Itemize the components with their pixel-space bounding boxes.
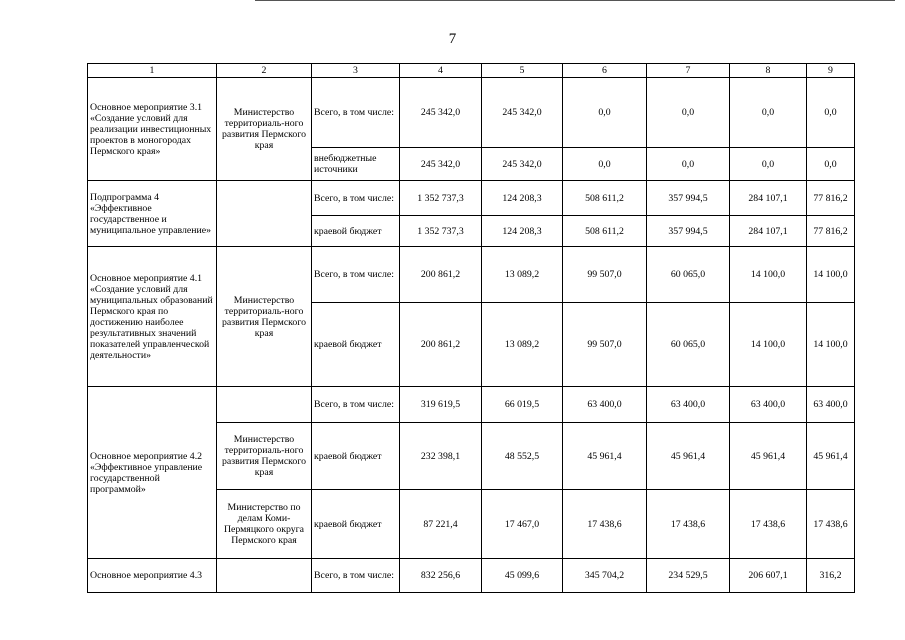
header-cell: 6 <box>563 64 647 78</box>
value-cell: 0,0 <box>730 148 807 181</box>
value-cell: 45 961,4 <box>807 423 855 490</box>
value-cell: 316,2 <box>807 559 855 593</box>
funding-source-cell: Всего, в том числе: <box>312 247 400 303</box>
value-cell: 284 107,1 <box>730 181 807 216</box>
top-border-line <box>255 0 895 1</box>
value-cell: 13 089,2 <box>482 247 563 303</box>
value-cell: 48 552,5 <box>482 423 563 490</box>
value-cell: 17 438,6 <box>563 490 647 559</box>
value-cell: 77 816,2 <box>807 216 855 247</box>
header-cell: 5 <box>482 64 563 78</box>
executor-cell: Министерство по делам Коми-Пермяцкого округа Пермского края <box>217 490 312 559</box>
table-row <box>88 559 855 593</box>
value-cell: 0,0 <box>563 148 647 181</box>
value-cell: 0,0 <box>807 148 855 181</box>
value-cell: 13 089,2 <box>482 303 563 387</box>
value-cell: 63 400,0 <box>807 387 855 423</box>
value-cell: 17 438,6 <box>807 490 855 559</box>
funding-source-cell: краевой бюджет <box>312 303 400 387</box>
value-cell: 245 342,0 <box>400 78 482 148</box>
value-cell: 0,0 <box>563 78 647 148</box>
value-cell: 60 065,0 <box>647 303 730 387</box>
value-cell: 284 107,1 <box>730 216 807 247</box>
value-cell: 508 611,2 <box>563 181 647 216</box>
page-number: 7 <box>448 31 457 47</box>
value-cell: 245 342,0 <box>482 148 563 181</box>
value-cell: 63 400,0 <box>563 387 647 423</box>
value-cell: 63 400,0 <box>730 387 807 423</box>
value-cell: 232 398,1 <box>400 423 482 490</box>
table-row <box>88 247 855 303</box>
budget-table <box>87 63 855 593</box>
value-cell: 99 507,0 <box>563 303 647 387</box>
header-cell: 9 <box>807 64 855 78</box>
header-cell: 8 <box>730 64 807 78</box>
value-cell: 14 100,0 <box>730 247 807 303</box>
value-cell: 0,0 <box>730 78 807 148</box>
funding-source-cell: Всего, в том числе: <box>312 559 400 593</box>
value-cell: 345 704,2 <box>563 559 647 593</box>
value-cell: 200 861,2 <box>400 303 482 387</box>
value-cell: 77 816,2 <box>807 181 855 216</box>
table-row <box>88 387 855 423</box>
activity-name-cell: Подпрограмма 4 «Эффективное государственное и муниципальное управление» <box>88 181 217 247</box>
value-cell: 124 208,3 <box>482 181 563 216</box>
activity-name-cell: Основное мероприятие 4.2 «Эффективное управление государственной программой» <box>88 387 217 559</box>
value-cell: 124 208,3 <box>482 216 563 247</box>
table-row <box>88 181 855 216</box>
executor-cell <box>217 559 312 593</box>
table-row <box>88 78 855 148</box>
activity-name-cell: Основное мероприятие 4.3 <box>88 559 217 593</box>
value-cell: 245 342,0 <box>482 78 563 148</box>
value-cell: 14 100,0 <box>807 303 855 387</box>
value-cell: 0,0 <box>807 78 855 148</box>
funding-source-cell: внебюджетные источники <box>312 148 400 181</box>
executor-cell <box>217 181 312 247</box>
value-cell: 0,0 <box>647 148 730 181</box>
activity-name-cell: Основное мероприятие 4.1 «Создание условий для муниципальных образований Пермского края по достижению наиболее результативных значений показателей управленческой деятельности» <box>88 247 217 387</box>
value-cell: 357 994,5 <box>647 181 730 216</box>
value-cell: 63 400,0 <box>647 387 730 423</box>
value-cell: 245 342,0 <box>400 148 482 181</box>
value-cell: 45 099,6 <box>482 559 563 593</box>
value-cell: 99 507,0 <box>563 247 647 303</box>
value-cell: 60 065,0 <box>647 247 730 303</box>
value-cell: 45 961,4 <box>563 423 647 490</box>
value-cell: 0,0 <box>647 78 730 148</box>
header-row <box>88 64 855 78</box>
header-cell: 2 <box>217 64 312 78</box>
executor-cell <box>217 387 312 423</box>
value-cell: 1 352 737,3 <box>400 181 482 216</box>
executor-cell: Министерство территориаль-ного развития Пермского края <box>217 78 312 181</box>
header-cell: 7 <box>647 64 730 78</box>
funding-source-cell: краевой бюджет <box>312 490 400 559</box>
value-cell: 234 529,5 <box>647 559 730 593</box>
value-cell: 319 619,5 <box>400 387 482 423</box>
value-cell: 17 467,0 <box>482 490 563 559</box>
value-cell: 87 221,4 <box>400 490 482 559</box>
funding-source-cell: Всего, в том числе: <box>312 181 400 216</box>
executor-cell: Министерство территориаль-ного развития Пермского края <box>217 423 312 490</box>
header-cell: 3 <box>312 64 400 78</box>
funding-source-cell: краевой бюджет <box>312 216 400 247</box>
funding-source-cell: Всего, в том числе: <box>312 387 400 423</box>
header-cell: 4 <box>400 64 482 78</box>
value-cell: 45 961,4 <box>647 423 730 490</box>
value-cell: 1 352 737,3 <box>400 216 482 247</box>
header-cell: 1 <box>88 64 217 78</box>
value-cell: 200 861,2 <box>400 247 482 303</box>
value-cell: 17 438,6 <box>730 490 807 559</box>
funding-source-cell: краевой бюджет <box>312 423 400 490</box>
value-cell: 66 019,5 <box>482 387 563 423</box>
value-cell: 14 100,0 <box>807 247 855 303</box>
funding-source-cell: Всего, в том числе: <box>312 78 400 148</box>
value-cell: 14 100,0 <box>730 303 807 387</box>
value-cell: 45 961,4 <box>730 423 807 490</box>
value-cell: 357 994,5 <box>647 216 730 247</box>
executor-cell: Министерство территориаль-ного развития Пермского края <box>217 247 312 387</box>
value-cell: 17 438,6 <box>647 490 730 559</box>
value-cell: 508 611,2 <box>563 216 647 247</box>
activity-name-cell: Основное мероприятие 3.1 «Создание условий для реализации инвестиционных проектов в моногородах Пермского края» <box>88 78 217 181</box>
value-cell: 832 256,6 <box>400 559 482 593</box>
value-cell: 206 607,1 <box>730 559 807 593</box>
